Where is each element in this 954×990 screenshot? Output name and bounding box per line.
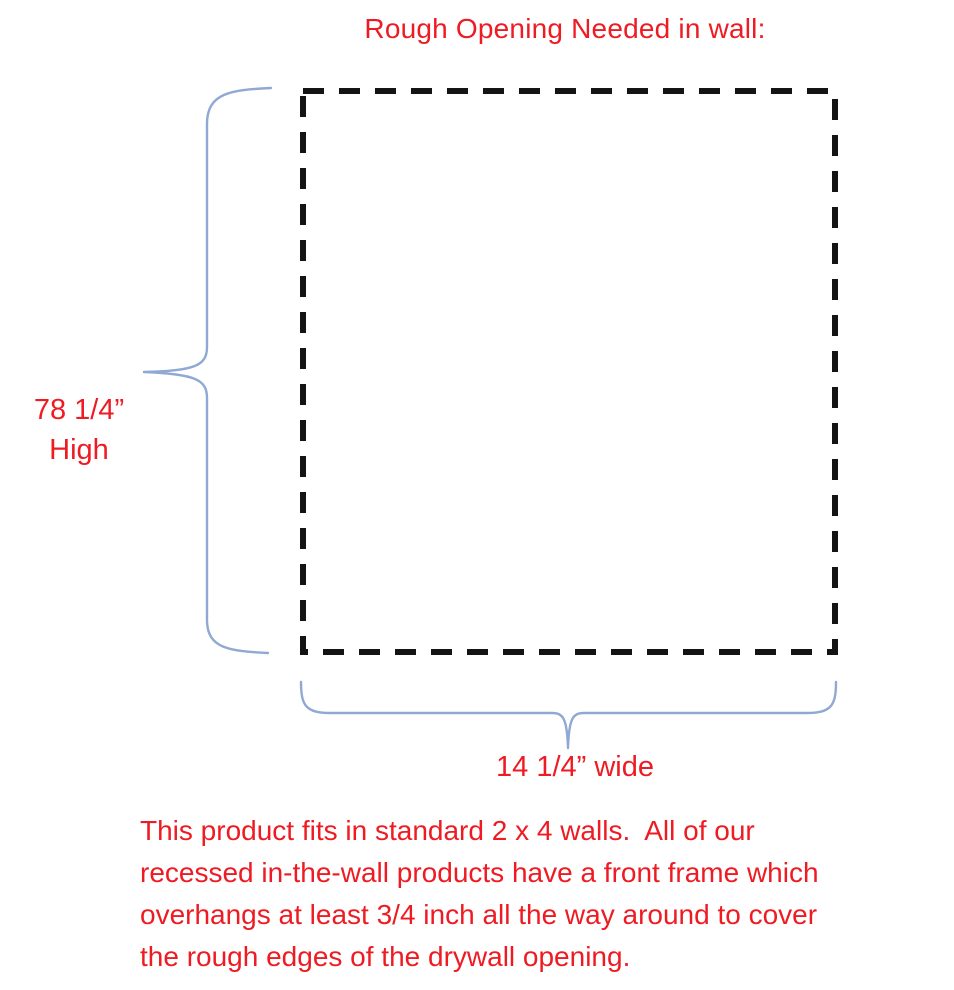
height-label xyxy=(0,390,158,470)
note-line: the rough edges of the drywall opening. xyxy=(140,941,631,972)
note-line: recessed in-the-wall products have a front frame which xyxy=(140,857,819,888)
height-unit: High xyxy=(49,434,109,466)
width-label: 14 1/4” wide xyxy=(496,751,654,783)
diagram-title: Rough Opening Needed in wall: xyxy=(364,13,766,44)
note-line: overhangs at least 3/4 inch all the way around to cover xyxy=(140,899,818,930)
width-brace-icon xyxy=(301,682,836,748)
note-text xyxy=(140,810,950,978)
note-line: This product fits in standard 2 x 4 walls. All of our xyxy=(140,815,755,846)
height-value: 78 1/4” xyxy=(33,394,125,426)
rough-opening-outline xyxy=(303,91,835,652)
height-brace-icon xyxy=(144,88,271,653)
